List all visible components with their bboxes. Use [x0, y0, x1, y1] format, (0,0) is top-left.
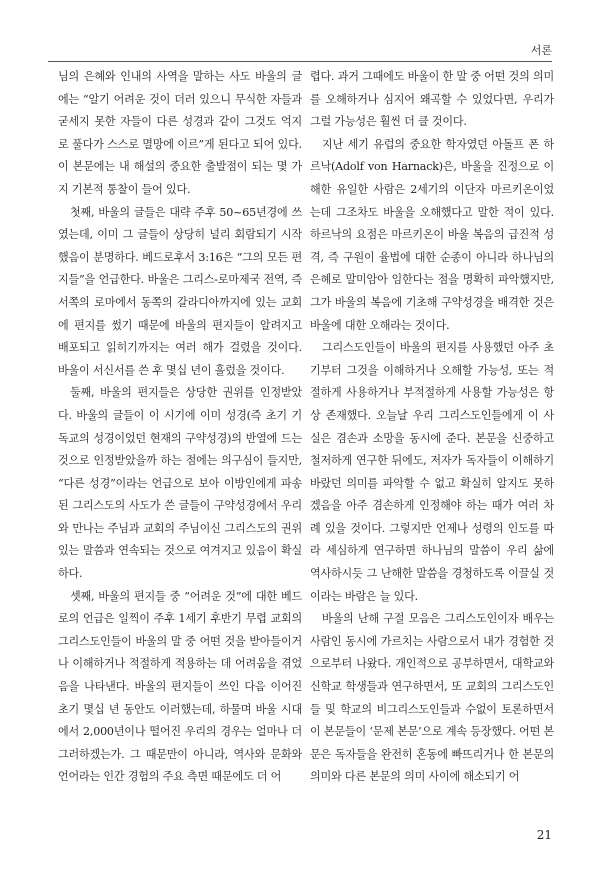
paragraph: 둘째, 바울의 편지들은 상당한 권위를 인정받았다. 바울의 글들이 이 시기에 이미 성경(즉 초기 기독교의 성경이었던 현재의 구약성경)의 반열에 드는 것으로 인정받았을까 하는 점에는 의구심이 들지만, “다른 성경”이라는 언급으로 보아 이방인에게 파송된 그리스도의 사도가 쓴 글들이 구약성경에서 우리와 만나는 주님과 교회의 주님이신 그리스도의 권위 있는 말씀과 연속되는 것으로 여겨지고 있음이 확실하다.: [58, 386, 302, 581]
header-rule: [48, 61, 552, 62]
paragraph: 셋째, 바울의 편지들 중 “어려운 것”에 대한 베드로의 언급은 일찍이 주후 1세기 후반기 무렵 교회의 그리스도인들이 바울의 말 중 어떤 것을 받아들이거나 이해하거나 적절하게 적용하는 데 어려움을 겪었음을 나타낸다. 바울의 편지들이 쓰인 다음 이어진 초기 몇십 년 동안도 이러했는데, 하물며 바울 시대에서 2,000년이나 떨어진 우리의 경우는 얼마나 더 그러하겠는가. 그 때문만이 아니라, 역사와 문화와 언어라는 인간 경험의 주요 측면 때문에도 더 어: [58, 589, 302, 784]
paragraph: 렵다. 과거 그때에도 바울이 한 말 중 어떤 것의 의미를 오해하거나 심지어 왜곡할 수 있었다면, 우리가 그럴 가능성은 훨씬 더 클 것이다.: [310, 70, 554, 129]
page-number: 21: [536, 828, 552, 842]
paragraph: 지난 세기 유럽의 중요한 학자였던 아돌프 폰 하르낙(Adolf von Harnack)은, 바울을 진정으로 이해한 유일한 사람은 2세기의 이단자 마르키온이었는데 그조차도 바울을 오해했다고 말한 적이 있다. 하르낙의 요점은 마르키온이 바울 복음의 급진적 성격, 즉 구원이 율법에 대한 순종이 아니라 하나님의 은혜로 말미암아 임한다는 점을 명확히 파악했지만, 그가 바울의 복음에 기초해 구약성경을 배격한 것은 바울에 대한 오해라는 것이다.: [310, 137, 554, 332]
paragraph: 님의 은혜와 인내의 사역을 말하는 사도 바울의 글에는 “알기 어려운 것이 더러 있으니 무식한 자들과 굳세지 못한 자들이 다른 성경과 같이 그것도 억지로 풀다가 스스로 멸망에 이르”게 된다고 되어 있다. 이 본문에는 내 해설의 중요한 출발점이 되는 몇 가지 기본적 통찰이 들어 있다.: [58, 70, 302, 196]
paragraph: 첫째, 바울의 글들은 대략 주후 50~65년경에 쓰였는데, 이미 그 글들이 상당히 널리 회람되기 시작했음이 분명하다. 베드로후서 3:16은 “그의 모든 편지들”을 언급한다. 바울은 그리스-로마제국 전역, 즉 서쪽의 로마에서 동쪽의 갈라디아까지에 있는 교회에 편지를 썼기 때문에 바울의 편지들이 알려지고 배포되고 읽히기까지는 여러 해가 걸렸을 것이다. 바울이 서신서를 쓴 후 몇십 년이 흘렀을 것이다.: [58, 205, 302, 377]
section-title: 서론: [530, 44, 552, 57]
paragraph: 바울의 난해 구절 모음은 그리스도인이자 배우는 사람인 동시에 가르치는 사람으로서 내가 경험한 것으로부터 나왔다. 개인적으로 공부하면서, 대학교와 신학교 학생들과 연구하면서, 또 교회의 그리스도인들 및 학교의 비그리스도인들과 수없이 토론하면서 이 본문들이 ‘문제 본문’으로 계속 등장했다. 어떤 본문은 독자들을 완전히 혼동에 빠뜨리거나 한 본문의 의미와 다른 본문의 의미 사이에 해소되기 어: [310, 612, 554, 784]
running-header: [48, 44, 552, 58]
left-column: [58, 66, 302, 812]
right-column: [310, 66, 554, 812]
paragraph: 그리스도인들이 바울의 편지를 사용했던 아주 초기부터 그것을 이해하거나 오해할 가능성, 또는 적절하게 사용하거나 부적절하게 사용할 가능성은 항상 존재했다. 오늘날 우리 그리스도인들에게 이 사실은 겸손과 소망을 동시에 준다. 본문을 신중하고 철저하게 연구한 뒤에도, 저자가 독자들이 이해하기 바랐던 의미를 파악할 수 없고 확실히 알지도 못하겠음을 아주 겸손하게 인정해야 하는 때가 여러 차례 있을 것이다. 그렇지만 언제나 성령의 인도를 따라 세심하게 연구하면 하나님의 말씀이 우리 삶에 역사하시듯 그 난해한 말씀을 경청하도록 이끌실 것이라는 바람은 늘 있다.: [310, 341, 554, 603]
